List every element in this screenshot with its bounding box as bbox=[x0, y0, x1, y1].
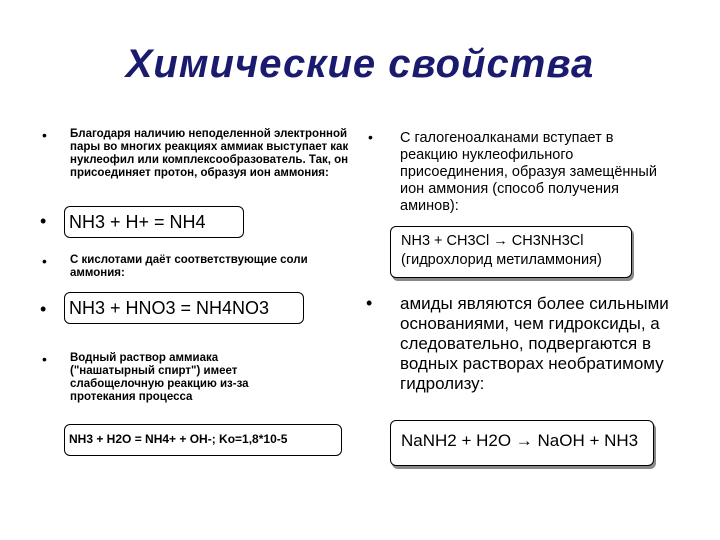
bullet-marker: • bbox=[40, 299, 47, 319]
bullet-marker: • bbox=[366, 293, 373, 313]
equation-ammonium: NH3 + H+ = NH4 bbox=[69, 212, 206, 232]
equation-box-hydrolysis bbox=[64, 424, 342, 456]
slide-title: Химические свойства bbox=[125, 42, 595, 86]
left-paragraph-1: Благодаря наличию неподеленной электронной пары во многих реакциях аммиак выступает как нуклеофил или комплексообразователь. Так, он присоединяет протон, образуя ион аммония: bbox=[70, 128, 349, 179]
bullet-marker: • bbox=[368, 129, 373, 145]
equation-amide-hydrolysis: NaNH2 + H2O → NaOH + NH3 bbox=[401, 431, 639, 450]
left-paragraph-3: Водный раствор аммиака ("нашатырный спирт") имеет слабощелочную реакцию из-за протекания процесса bbox=[70, 352, 249, 403]
equation-box-ammonium bbox=[64, 206, 244, 238]
right-paragraph-1: С галогеноалканами вступает в реакцию нуклеофильного присоединения, образуя замещённый ион аммония (способ получения аминов): bbox=[400, 130, 657, 214]
equation-methylammonium: NH3 + CH3Cl → CH3NH3Cl bbox=[401, 233, 584, 249]
bullet-marker: • bbox=[42, 351, 47, 367]
equation-nitrate: NH3 + HNO3 = NH4NO3 bbox=[69, 298, 270, 318]
right-paragraph-2: амиды являются более сильными основаниями, чем гидроксиды, а следовательно, подвергаются в водных растворах необратимому гидролизу: bbox=[400, 294, 669, 393]
bullet-marker: • bbox=[42, 253, 47, 269]
equation-methylammonium-name: (гидрохлорид метиламмония) bbox=[401, 252, 602, 268]
left-paragraph-2: С кислотами даёт соответствующие соли аммония: bbox=[70, 254, 308, 279]
equation-box-amide-hydrolysis bbox=[390, 420, 654, 466]
bullet-marker: • bbox=[42, 127, 47, 143]
equation-box-methylammonium bbox=[390, 226, 632, 278]
equation-box-nitrate bbox=[64, 292, 304, 324]
bullet-marker: • bbox=[40, 211, 47, 231]
equation-hydrolysis: NH3 + H2O = NH4+ + OH-; Ko=1,8*10-5 bbox=[69, 432, 288, 446]
